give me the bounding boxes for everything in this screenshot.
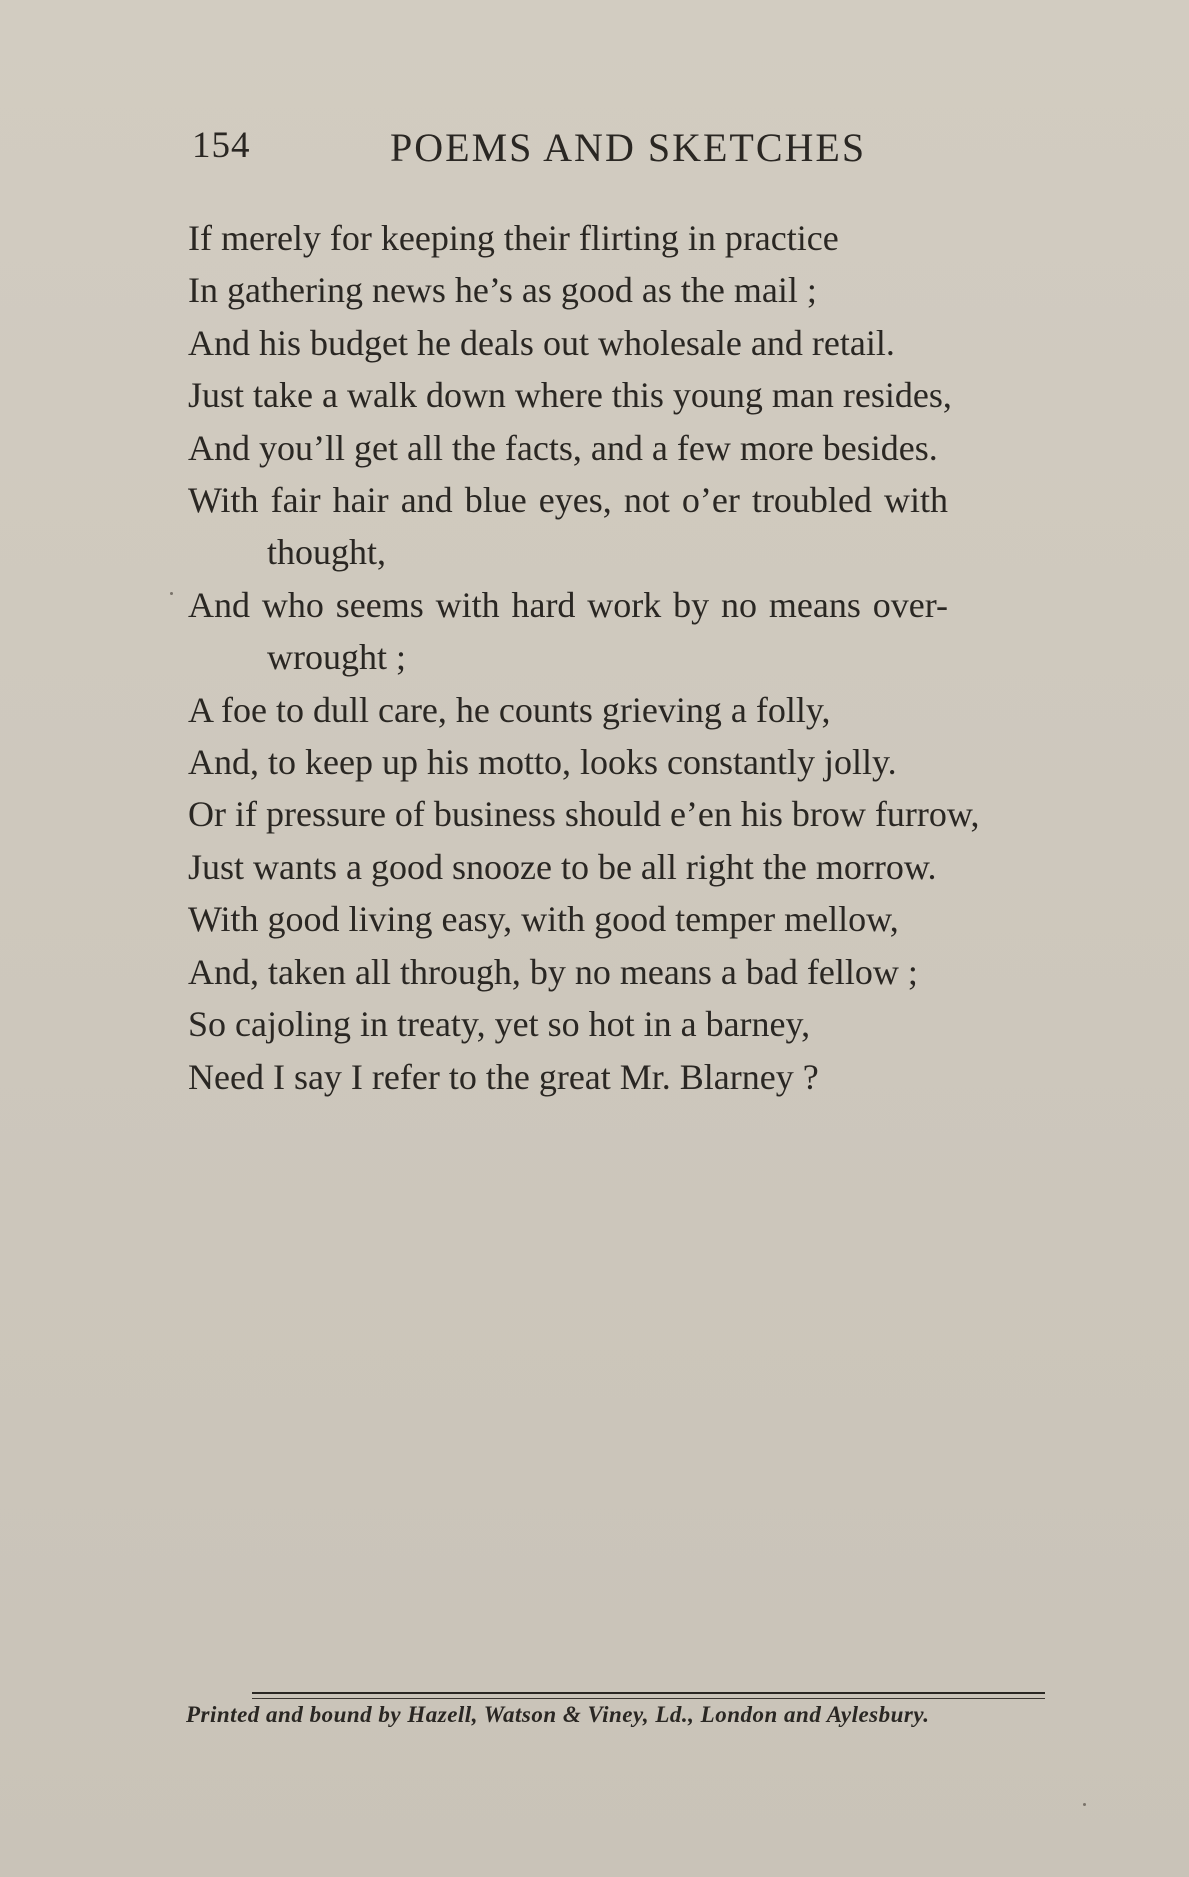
verse-line: And you’ll get all the facts, and a few more besides.	[188, 427, 938, 468]
poem-text	[188, 212, 980, 1103]
verse-line: Need I say I refer to the great Mr. Blarney ?	[188, 1056, 819, 1097]
verse-line: Just wants a good snooze to be all right the morrow.	[188, 846, 937, 887]
verse-line: So cajoling in treaty, yet so hot in a barney,	[188, 1004, 811, 1045]
running-title: POEMS AND SKETCHES	[390, 125, 867, 170]
verse-line-turnover: wrought ;	[267, 637, 406, 678]
verse-line: In gathering news he’s as good as the mail ;	[188, 270, 817, 311]
page-header	[192, 124, 932, 174]
printer-imprint: Printed and bound by Hazell, Watson & Viney, Ld., London and Aylesbury.	[186, 1702, 930, 1727]
paper-speck	[1083, 1803, 1086, 1806]
verse-line: A foe to dull care, he counts grieving a folly,	[188, 689, 831, 730]
verse-line: If merely for keeping their flirting in practice	[188, 218, 839, 258]
verse-line: And, to keep up his motto, looks constantly jolly.	[188, 742, 897, 783]
verse-line: And who seems with hard work by no means over-	[188, 584, 948, 625]
paper-speck	[170, 592, 173, 595]
verse-line: With fair hair and blue eyes, not o’er troubled with	[188, 480, 948, 521]
verse-line: With good living easy, with good temper mellow,	[188, 899, 899, 940]
verse-line: And his budget he deals out wholesale and retail.	[188, 322, 895, 363]
imprint-rule-bottom	[252, 1698, 1045, 1699]
verse-line: Or if pressure of business should e’en his brow furrow,	[188, 794, 980, 835]
imprint-rule-top	[252, 1692, 1045, 1694]
page-number: 154	[192, 125, 251, 166]
verse-line-turnover: thought,	[267, 532, 387, 573]
verse-line: Just take a walk down where this young man resides,	[188, 375, 952, 416]
verse-line: And, taken all through, by no means a bad fellow ;	[188, 951, 918, 992]
